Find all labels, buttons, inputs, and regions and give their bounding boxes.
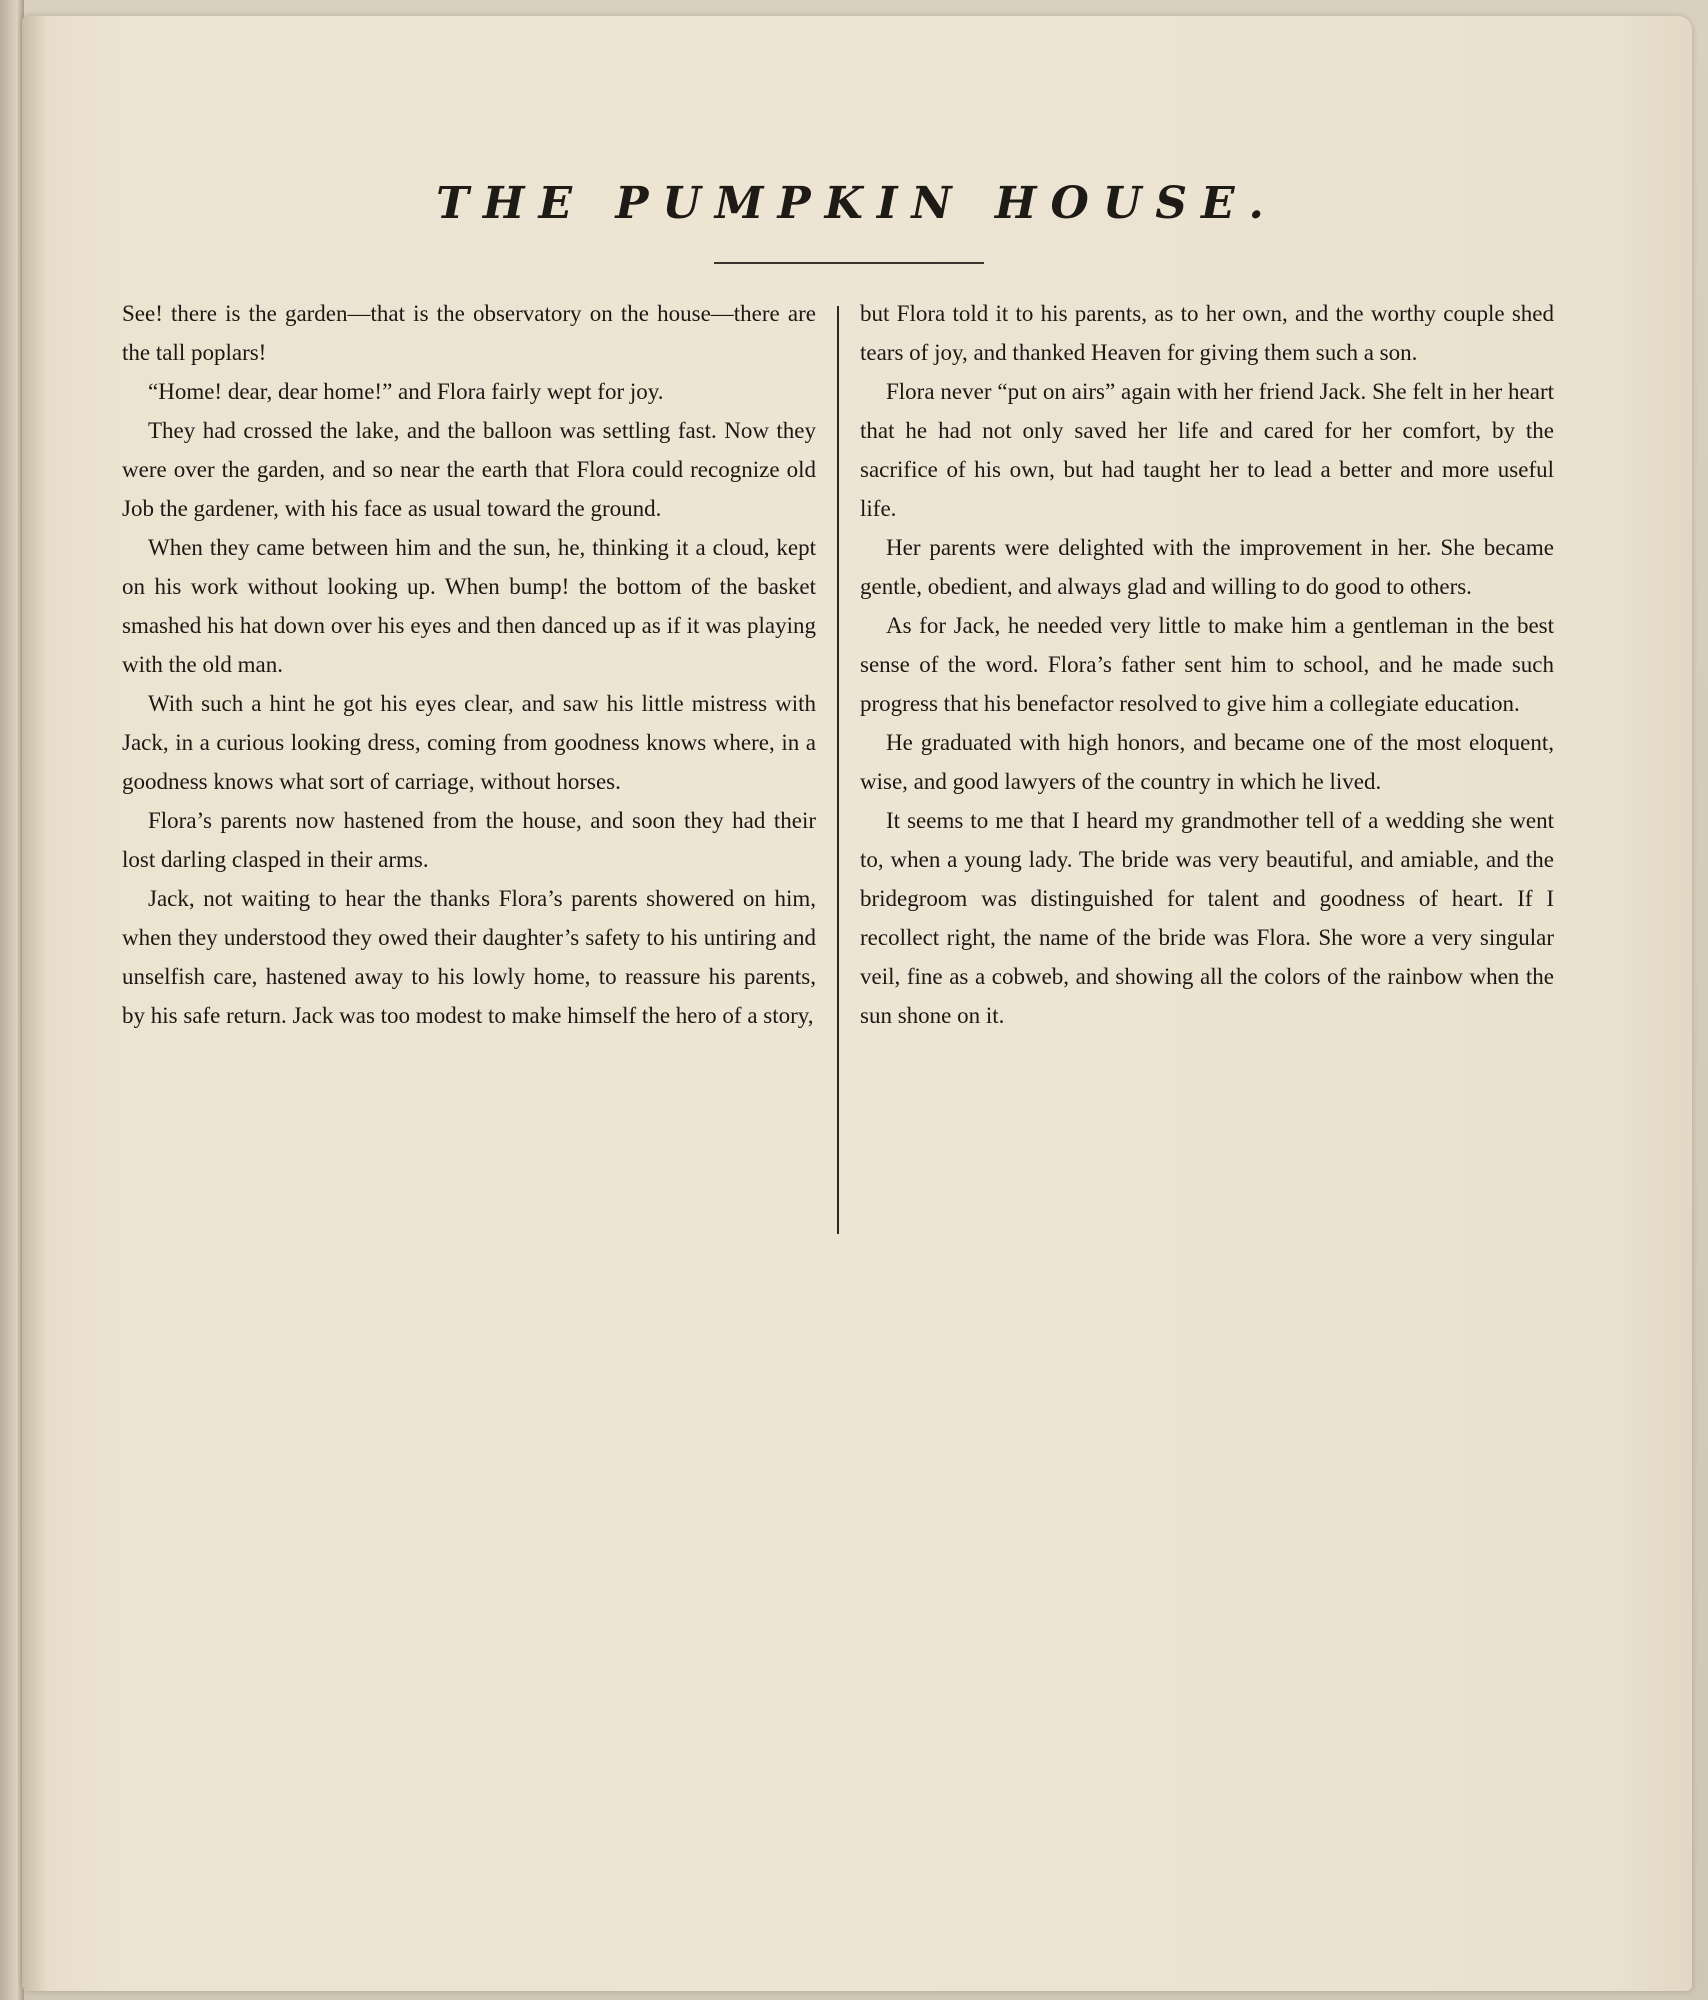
paragraph: He graduated with high honors, and became one of the most eloquent, wise, and good lawyers of the country in which he lived. [860,730,1554,794]
right-column [860,294,1554,1035]
paragraph: It seems to me that I heard my grandmother tell of a wedding she went to, when a young lady. The bride was very beautiful, and amiable, and the bridegroom was distinguished for talent and goodness of heart. If I recollect right, the name of the bride was Flora. She wore a very singular veil, fine as a cobweb, and showing all the colors of the rainbow when the sun shone on it. [860,808,1554,1028]
book-page [22,16,1692,1991]
title-rule [714,262,984,264]
paragraph: With such a hint he got his eyes clear, and saw his little mistress with Jack, in a curious looking dress, coming from goodness knows where, in a goodness knows what sort of carriage, without horses. [122,691,816,794]
paragraph: but Flora told it to his parents, as to her own, and the worthy couple shed tears of joy, and thanked Heaven for giving them such a son. [860,301,1554,365]
paragraph: Flora never “put on airs” again with her friend Jack. She felt in her heart that he had not only saved her life and cared for her comfort, by the sacrifice of his own, but had taught her to lead a better and more useful life. [860,379,1554,521]
page-title: THE PUMPKIN HOUSE. [436,178,1278,229]
paragraph: Jack, not waiting to hear the thanks Flora’s parents showered on him, when they understood they owed their daughter’s safety to his untiring and unselfish care, hastened away to his lowly home, to reassure his parents, by his safe return. Jack was too modest to make himself the hero of a story, [122,886,816,1028]
paragraph: They had crossed the lake, and the balloon was settling fast. Now they were over the garden, and so near the earth that Flora could recognize old Job the gardener, with his face as usual toward the ground. [122,418,816,521]
paragraph: “Home! dear, dear home!” and Flora fairly wept for joy. [148,379,664,404]
paragraph: As for Jack, he needed very little to make him a gentleman in the best sense of the word. Flora’s father sent him to school, and he made such progress that his benefactor resolved to give him a collegiate education. [860,613,1554,716]
paragraph: When they came between him and the sun, he, thinking it a cloud, kept on his work without looking up. When bump! the bottom of the basket smashed his hat down over his eyes and then danced up as if it was playing with the old man. [122,535,816,677]
gutter-shadow [22,16,48,1991]
column-divider [837,306,839,1234]
paragraph: See! there is the garden—that is the observatory on the house—there are the tall poplars! [122,301,816,365]
facing-page-edge [0,0,24,2000]
left-column [122,294,816,1035]
paragraph: Her parents were delighted with the improvement in her. She became gentle, obedient, and always glad and willing to do good to others. [860,535,1554,599]
paragraph: Flora’s parents now hastened from the house, and soon they had their lost darling clasped in their arms. [122,808,816,872]
